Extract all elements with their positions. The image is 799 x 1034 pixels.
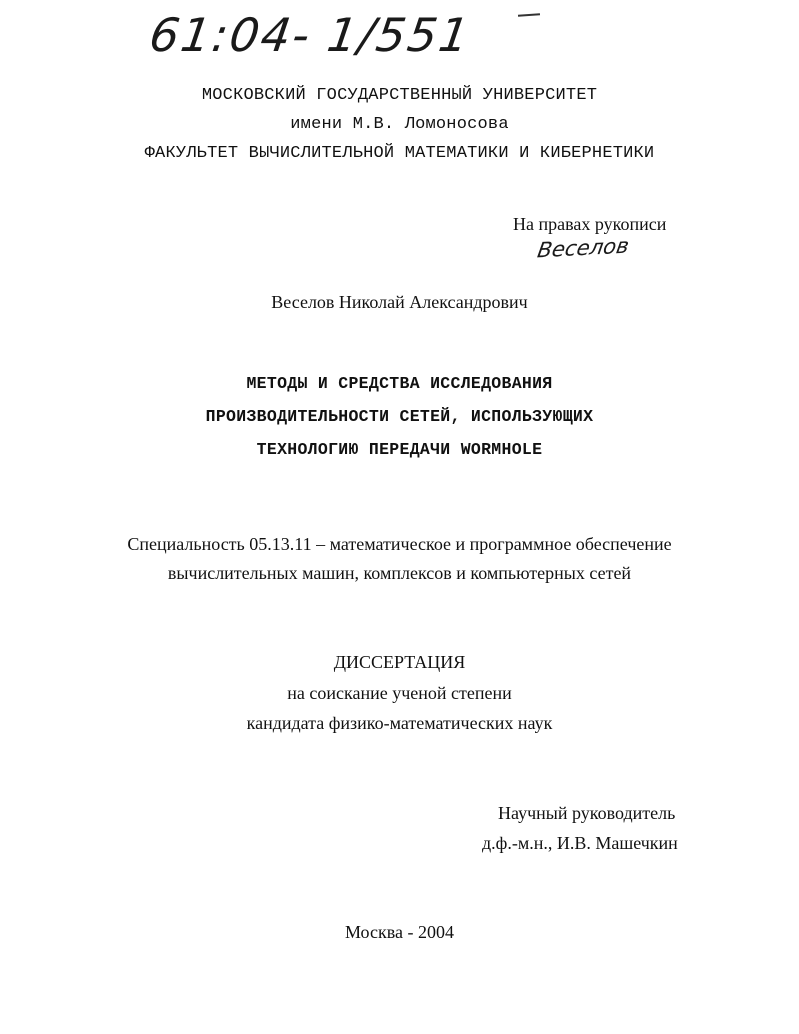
specialty-line-2: вычислительных машин, комплексов и компьютерных сетей [167,563,632,583]
specialty-line-1: Специальность 05.13.11 – математическое и программное обеспечение [127,534,672,554]
archive-mark: 61:04- 1/551 [146,8,475,62]
dissertation-title-line-3: ТЕХНОЛОГИЮ ПЕРЕДАЧИ WORMHOLE [256,440,543,459]
pen-stroke-mark [518,13,540,17]
author-signature: Веселов [535,233,631,263]
city-year: Москва - 2004 [345,922,454,942]
manuscript-rights-label: На правах рукописи [513,214,667,234]
author-name: Веселов Николай Александрович [271,292,528,312]
supervisor-name: д.ф.-м.н., И.В. Машечкин [482,833,678,853]
dissertation-heading: ДИССЕРТАЦИЯ [333,652,466,672]
degree-line-1: на соискание ученой степени [287,683,512,703]
faculty-name: ФАКУЛЬТЕТ ВЫЧИСЛИТЕЛЬНОЙ МАТЕМАТИКИ И КИБЕРНЕТИКИ [144,144,655,163]
university-name: МОСКОВСКИЙ ГОСУДАРСТВЕННЫЙ УНИВЕРСИТЕТ [201,86,598,105]
dissertation-title-line-1: МЕТОДЫ И СРЕДСТВА ИССЛЕДОВАНИЯ [246,374,553,393]
degree-line-2: кандидата физико-математических наук [246,713,553,733]
dissertation-title-line-2: ПРОИЗВОДИТЕЛЬНОСТИ СЕТЕЙ, ИСПОЛЬЗУЮЩИХ [205,407,594,426]
university-named-after: имени М.В. Ломоносова [290,115,509,134]
supervisor-label: Научный руководитель [498,803,676,823]
